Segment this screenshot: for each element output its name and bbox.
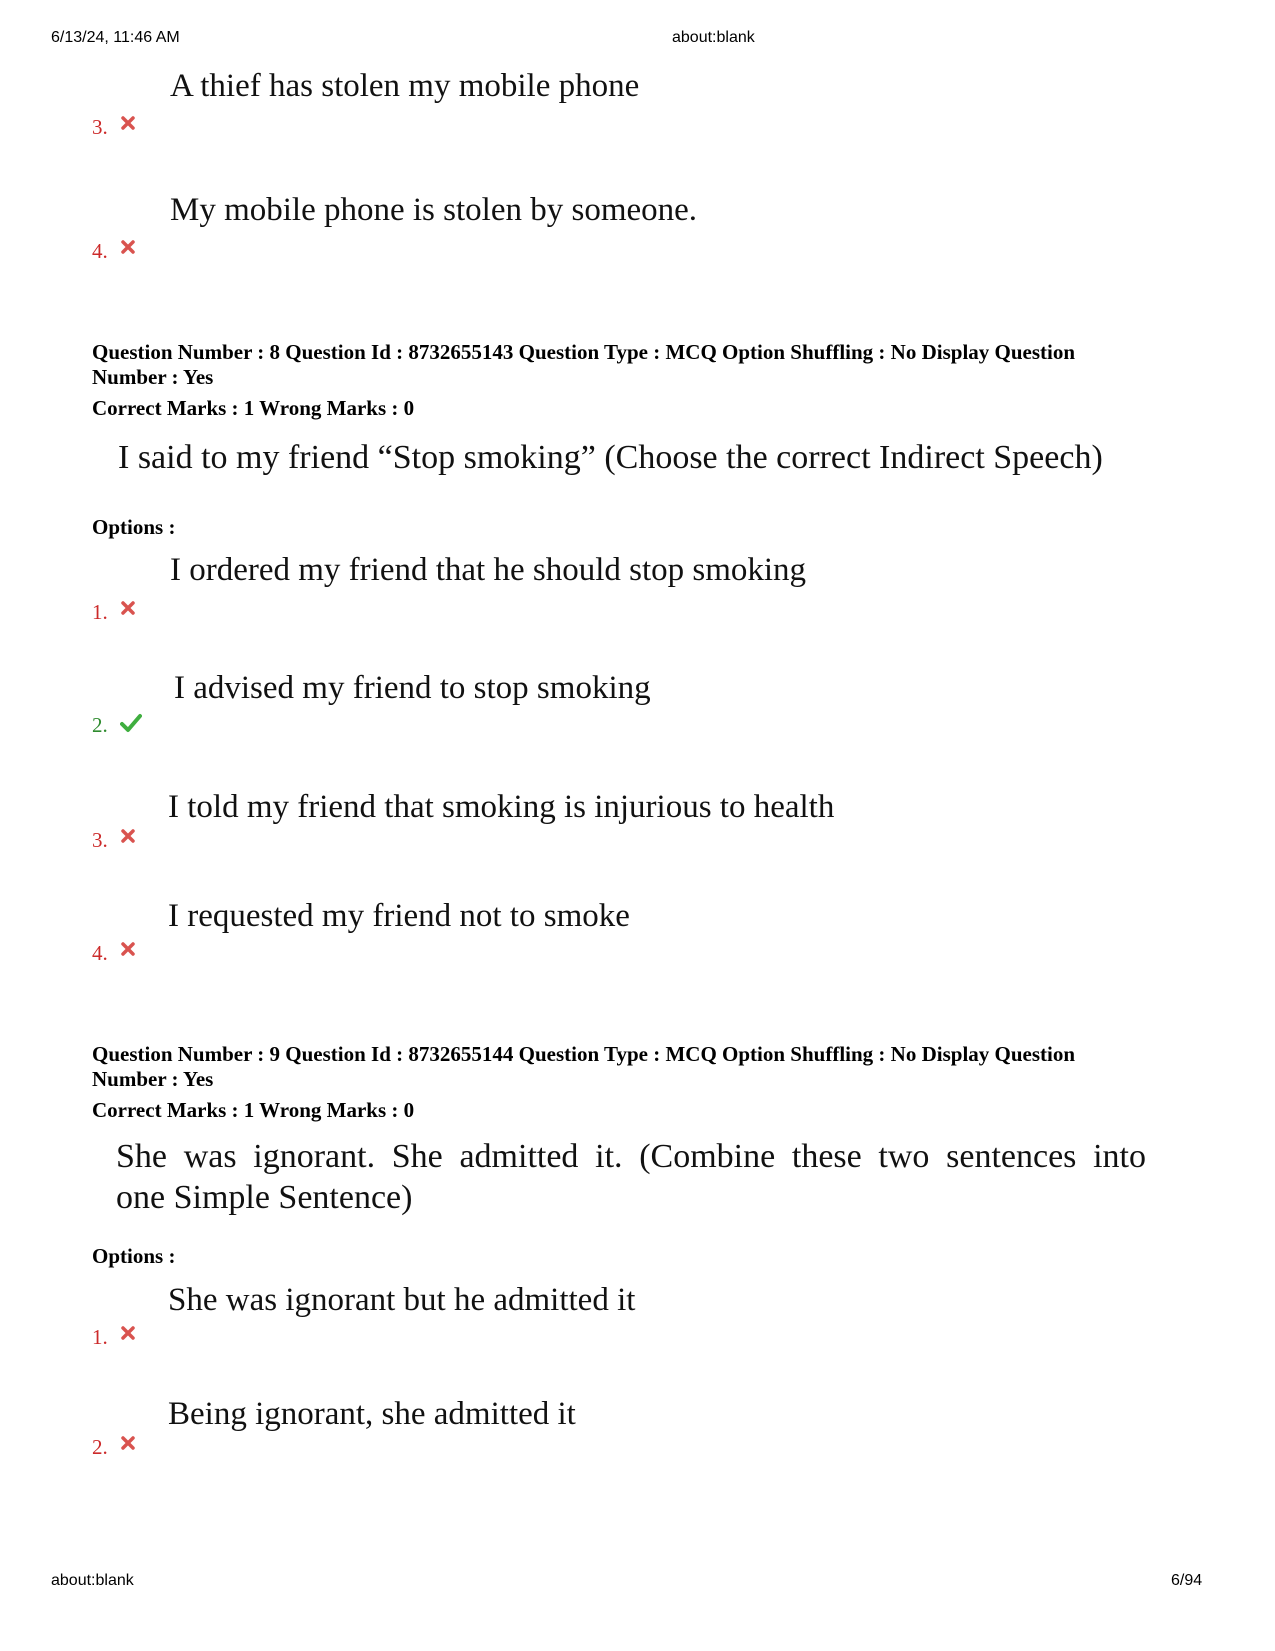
option-number: 1. [92, 600, 108, 624]
option-marker [92, 713, 142, 738]
question-marks: Correct Marks : 1 Wrong Marks : 0 [92, 396, 415, 420]
option-marker [92, 600, 136, 625]
question-meta [92, 340, 1075, 390]
option-marker [92, 1435, 136, 1460]
question-marks: Correct Marks : 1 Wrong Marks : 0 [92, 1098, 415, 1122]
cross-icon [120, 828, 136, 849]
option-text: Being ignorant, she admitted it [168, 1396, 576, 1432]
cross-icon [120, 115, 136, 136]
print-page-title: about:blank [672, 29, 755, 46]
cross-icon [120, 1325, 136, 1346]
option-text: A thief has stolen my mobile phone [170, 68, 640, 104]
question-meta-line: Question Number : 9 Question Id : 8732655144 Question Type : MCQ Option Shuffling : No Display Question [92, 1042, 1076, 1066]
option-number: 2. [92, 1435, 108, 1459]
cross-icon [120, 1435, 136, 1456]
option-text: I told my friend that smoking is injurious to health [168, 789, 835, 825]
option-marker [92, 941, 136, 966]
option-number: 3. [92, 115, 108, 139]
question-stem-line: She was ignorant. She admitted it. (Combine these two sentences into [116, 1138, 1146, 1175]
option-number: 4. [92, 941, 108, 965]
question-stem-line: one Simple Sentence) [116, 1179, 413, 1216]
option-marker [92, 239, 136, 264]
question-stem: I said to my friend “Stop smoking” (Choose the correct Indirect Speech) [118, 439, 1103, 476]
print-datetime: 6/13/24, 11:46 AM [51, 29, 180, 46]
option-text: I advised my friend to stop smoking [174, 670, 651, 706]
options-label: Options : [92, 515, 176, 539]
option-number: 3. [92, 828, 108, 852]
question-meta-line: Number : Yes [92, 1067, 214, 1091]
option-number: 1. [92, 1325, 108, 1349]
option-marker [92, 1325, 136, 1350]
option-text: I ordered my friend that he should stop smoking [170, 552, 807, 588]
checkmark-icon [120, 713, 142, 738]
cross-icon [120, 600, 136, 621]
cross-icon [120, 941, 136, 962]
question-meta [92, 1042, 1075, 1092]
cross-icon [120, 239, 136, 260]
question-meta-line: Question Number : 8 Question Id : 8732655143 Question Type : MCQ Option Shuffling : No Display Question [92, 340, 1076, 364]
option-text: I requested my friend not to smoke [168, 898, 630, 934]
print-footer-url: about:blank [51, 1572, 134, 1589]
option-marker [92, 115, 136, 140]
option-number: 2. [92, 713, 108, 737]
question-stem [116, 1136, 1146, 1218]
option-text: My mobile phone is stolen by someone. [170, 192, 698, 228]
option-text: She was ignorant but he admitted it [168, 1282, 636, 1318]
question-meta-line: Number : Yes [92, 365, 214, 389]
page-number: 6/94 [1171, 1572, 1203, 1589]
option-marker [92, 828, 136, 853]
options-label: Options : [92, 1244, 176, 1268]
option-number: 4. [92, 239, 108, 263]
